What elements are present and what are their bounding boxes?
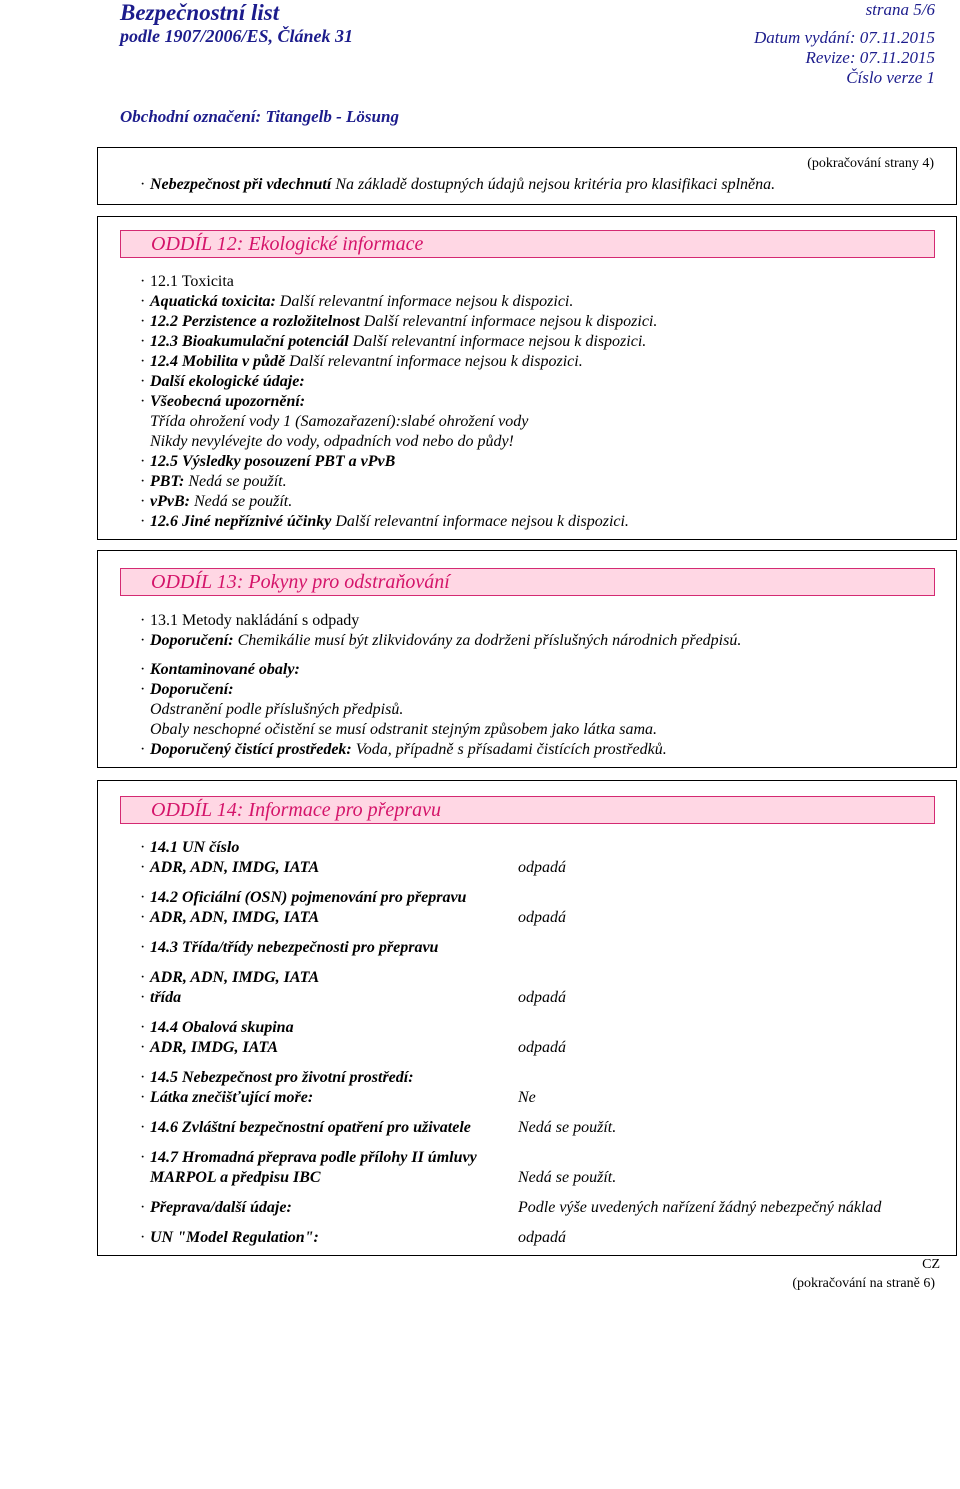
s13-packaging-line-1: Odstranění podle příslušných předpisů.	[150, 701, 404, 718]
s14-row-label: · 14.3 Třída/třídy nebezpečnosti pro přepravu	[140, 939, 439, 956]
page-number: strana 5/6	[865, 0, 935, 19]
section-14-title: ODDÍL 14: Informace pro přepravu	[151, 799, 441, 821]
s14-row-value: odpadá	[518, 989, 566, 1006]
s13-packaging: · Kontaminované obaly:	[140, 661, 300, 678]
continuation-next: (pokračování na straně 6)	[792, 1276, 935, 1291]
section-12-header	[120, 230, 935, 258]
s14-row-label: · Přeprava/další údaje:	[140, 1199, 292, 1216]
s14-row-label: · 14.7 Hromadná přeprava podle přílohy II úmluvy	[140, 1149, 477, 1166]
section-13-title: ODDÍL 13: Pokyny pro odstraňování	[151, 571, 450, 593]
s14-row-label: · ADR, IMDG, IATA	[140, 1039, 279, 1056]
document-subtitle: podle 1907/2006/ES, Článek 31	[120, 26, 354, 46]
s14-row-label: · Látka znečišťující moře:	[140, 1089, 314, 1106]
section-13-header	[120, 568, 935, 596]
s13-packaging-rec: · Doporučení:	[140, 681, 234, 698]
s12-persistence: · 12.2 Perzistence a rozložitelnost Další relevantní informace nejsou k dispozici.	[140, 313, 658, 330]
s12-other-effects: · 12.6 Jiné nepříznivé účinky Další relevantní informace nejsou k dispozici.	[140, 513, 629, 530]
s12-mobility: · 12.4 Mobilita v půdě Další relevantní informace nejsou k dispozici.	[140, 353, 583, 370]
s14-row-value: odpadá	[518, 1039, 566, 1056]
s14-row-value: odpadá	[518, 1229, 566, 1246]
s13-cleaner: · Doporučený čistící prostředek: Voda, případně s přísadami čistících prostředků.	[140, 741, 667, 758]
s14-row-value: Nedá se použít.	[518, 1119, 617, 1136]
s14-row-label: · 14.6 Zvláštní bezpečnostní opatření pro uživatele	[140, 1119, 471, 1136]
section-12-title: ODDÍL 12: Ekologické informace	[151, 233, 424, 255]
document-title: Bezpečnostní list	[120, 0, 280, 25]
s14-row-value: Ne	[518, 1089, 536, 1106]
s12-vpvb: · vPvB: Nedá se použít.	[140, 493, 293, 510]
issue-date: Datum vydání: 07.11.2015	[754, 28, 935, 47]
s13-method: · 13.1 Metody nakládání s odpady	[140, 612, 360, 629]
continuation-from: (pokračování strany 4)	[807, 156, 934, 171]
s14-row-label: · UN "Model Regulation":	[140, 1229, 319, 1246]
s14-row-label: · 14.2 Oficiální (OSN) pojmenování pro přepravu	[140, 889, 467, 906]
s14-row-label: · 14.4 Obalová skupina	[140, 1019, 294, 1036]
trade-name: Obchodní označení: Titangelb - Lösung	[120, 107, 399, 126]
s14-row-label: · třída	[140, 989, 182, 1006]
s12-aquatic: · Aquatická toxicita: Další relevantní informace nejsou k dispozici.	[140, 293, 574, 310]
s12-pbt-results: · 12.5 Výsledky posouzení PBT a vPvB	[140, 453, 396, 470]
s13-recommendation: · Doporučení: Chemikálie musí být zlikvidovány za dodrženi příslušných národnich předpisú.	[140, 632, 742, 649]
inhalation-hazard-line: · Nebezpečnost při vdechnutí Na základě dostupných údajů nejsou kritéria pro klasifikaci splněna.	[140, 176, 776, 193]
version-number: Číslo verze 1	[846, 68, 935, 87]
s14-row-label: · 14.1 UN číslo	[140, 839, 240, 856]
s14-row-label: · ADR, ADN, IMDG, IATA	[140, 909, 320, 926]
s12-bioaccumulation: · 12.3 Bioakumulační potenciál Další relevantní informace nejsou k dispozici.	[140, 333, 647, 350]
s14-row-label: · ADR, ADN, IMDG, IATA	[140, 969, 320, 986]
s12-toxicity: · 12.1 Toxicita	[140, 273, 234, 290]
s14-row-label: · ADR, ADN, IMDG, IATA	[140, 859, 320, 876]
s13-packaging-line-2: Obaly neschopné očistění se musí odstranit stejným způsobem jako látka sama.	[150, 721, 658, 738]
s14-row-value: odpadá	[518, 909, 566, 926]
s14-row-value: Podle výše uvedených nařízení žádný nebezpečný náklad	[518, 1199, 882, 1216]
revision-date: Revize: 07.11.2015	[805, 48, 935, 67]
s14-row-value: Nedá se použít.	[518, 1169, 617, 1186]
s14-row-label: · 14.5 Nebezpečnost pro životní prostředí:	[140, 1069, 414, 1086]
language-code: CZ	[922, 1257, 940, 1272]
s12-other-eco: · Další ekologické údaje:	[140, 373, 305, 390]
s12-general-line-2: Nikdy nevylévejte do vody, odpadních vod nebo do půdy!	[150, 433, 514, 450]
s12-general-line-1: Třída ohrožení vody 1 (Samozařazení):slabé ohrožení vody	[150, 413, 529, 430]
s14-row-label: MARPOL a předpisu IBC	[150, 1169, 321, 1186]
section-14-header	[120, 796, 935, 824]
s14-row-value: odpadá	[518, 859, 566, 876]
s12-pbt: · PBT: Nedá se použít.	[140, 473, 287, 490]
s12-general: · Všeobecná upozornění:	[140, 393, 306, 410]
